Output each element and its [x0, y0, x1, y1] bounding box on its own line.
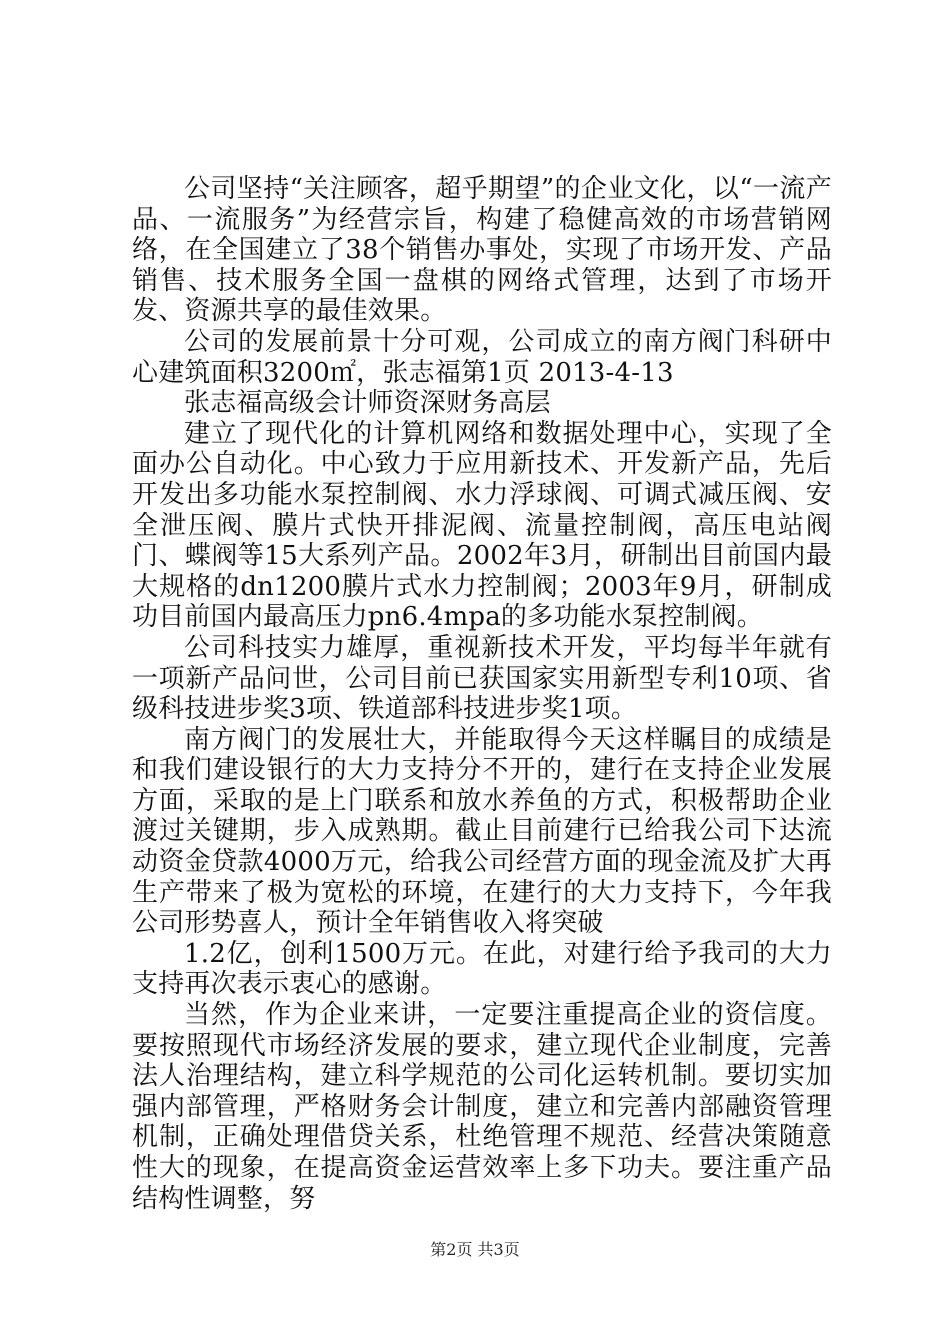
- paragraph: 南方阀门的发展壮大，并能取得今天这样瞩目的成绩是和我们建设银行的大力支持分不开的，建行在支持企业发展方面，采取的是上门联系和放水养鱼的方式，积极帮助企业渡过关键期，步入成熟期。截止目前建行已给我公司下达流动资金贷款4000万元，给我公司经营方面的现金流及扩大再生产带来了极为宽松的环境，在建行的大力支持下，今年我公司形势喜人，预计全年销售收入将突破: [132, 724, 832, 939]
- paragraph: 建立了现代化的计算机网络和数据处理中心，实现了全面办公自动化。中心致力于应用新技术、开发新产品，先后开发出多功能水泵控制阀、水力浮球阀、可调式减压阀、安全泄压阀、膜片式快开排泥阀、流量控制阀，高压电站阀门、蝶阀等15大系列产品。2002年3月，研制出目前国内最大规格的dn1200膜片式水力控制阀；2003年9月，研制成功目前国内最高压力pn6.4mpa的多功能水泵控制阀。: [132, 418, 832, 633]
- paragraph: 公司的发展前景十分可观，公司成立的南方阀门科研中心建筑面积3200㎡，张志福第1页 2013-4-13: [132, 326, 832, 388]
- paragraph: 1.2亿，创利1500万元。在此，对建行给予我司的大力支持再次表示衷心的感谢。: [132, 938, 832, 1000]
- paragraph: 公司坚持“关注顾客，超乎期望”的企业文化，以“一流产品、一流服务”为经营宗旨，构建了稳健高效的市场营销网络，在全国建立了38个销售办事处，实现了市场开发、产品销售、技术服务全国一盘棋的网络式管理，达到了市场开发、资源共享的最佳效果。: [132, 174, 832, 327]
- page-footer: 第2页 共3页: [430, 1240, 520, 1259]
- paragraph: 张志福高级会计师资深财务高层: [184, 388, 551, 419]
- paragraph: 当然，作为企业来讲，一定要注重提高企业的资信度。要按照现代市场经济发展的要求，建立现代企业制度，完善法人治理结构，建立科学规范的公司化运转机制。要切实加强内部管理，严格财务会计制度，建立和完善内部融资管理机制，正确处理借贷关系，杜绝管理不规范、经营决策随意性大的现象，在提高资金运营效率上多下功夫。要注重产品结构性调整，努: [132, 1000, 832, 1214]
- document-body: [132, 174, 832, 1214]
- paragraph: 公司科技实力雄厚，重视新技术开发，平均每半年就有一项新产品问世，公司目前已获国家实用新型专利10项、省级科技进步奖3项、铁道部科技进步奖1项。: [132, 632, 832, 725]
